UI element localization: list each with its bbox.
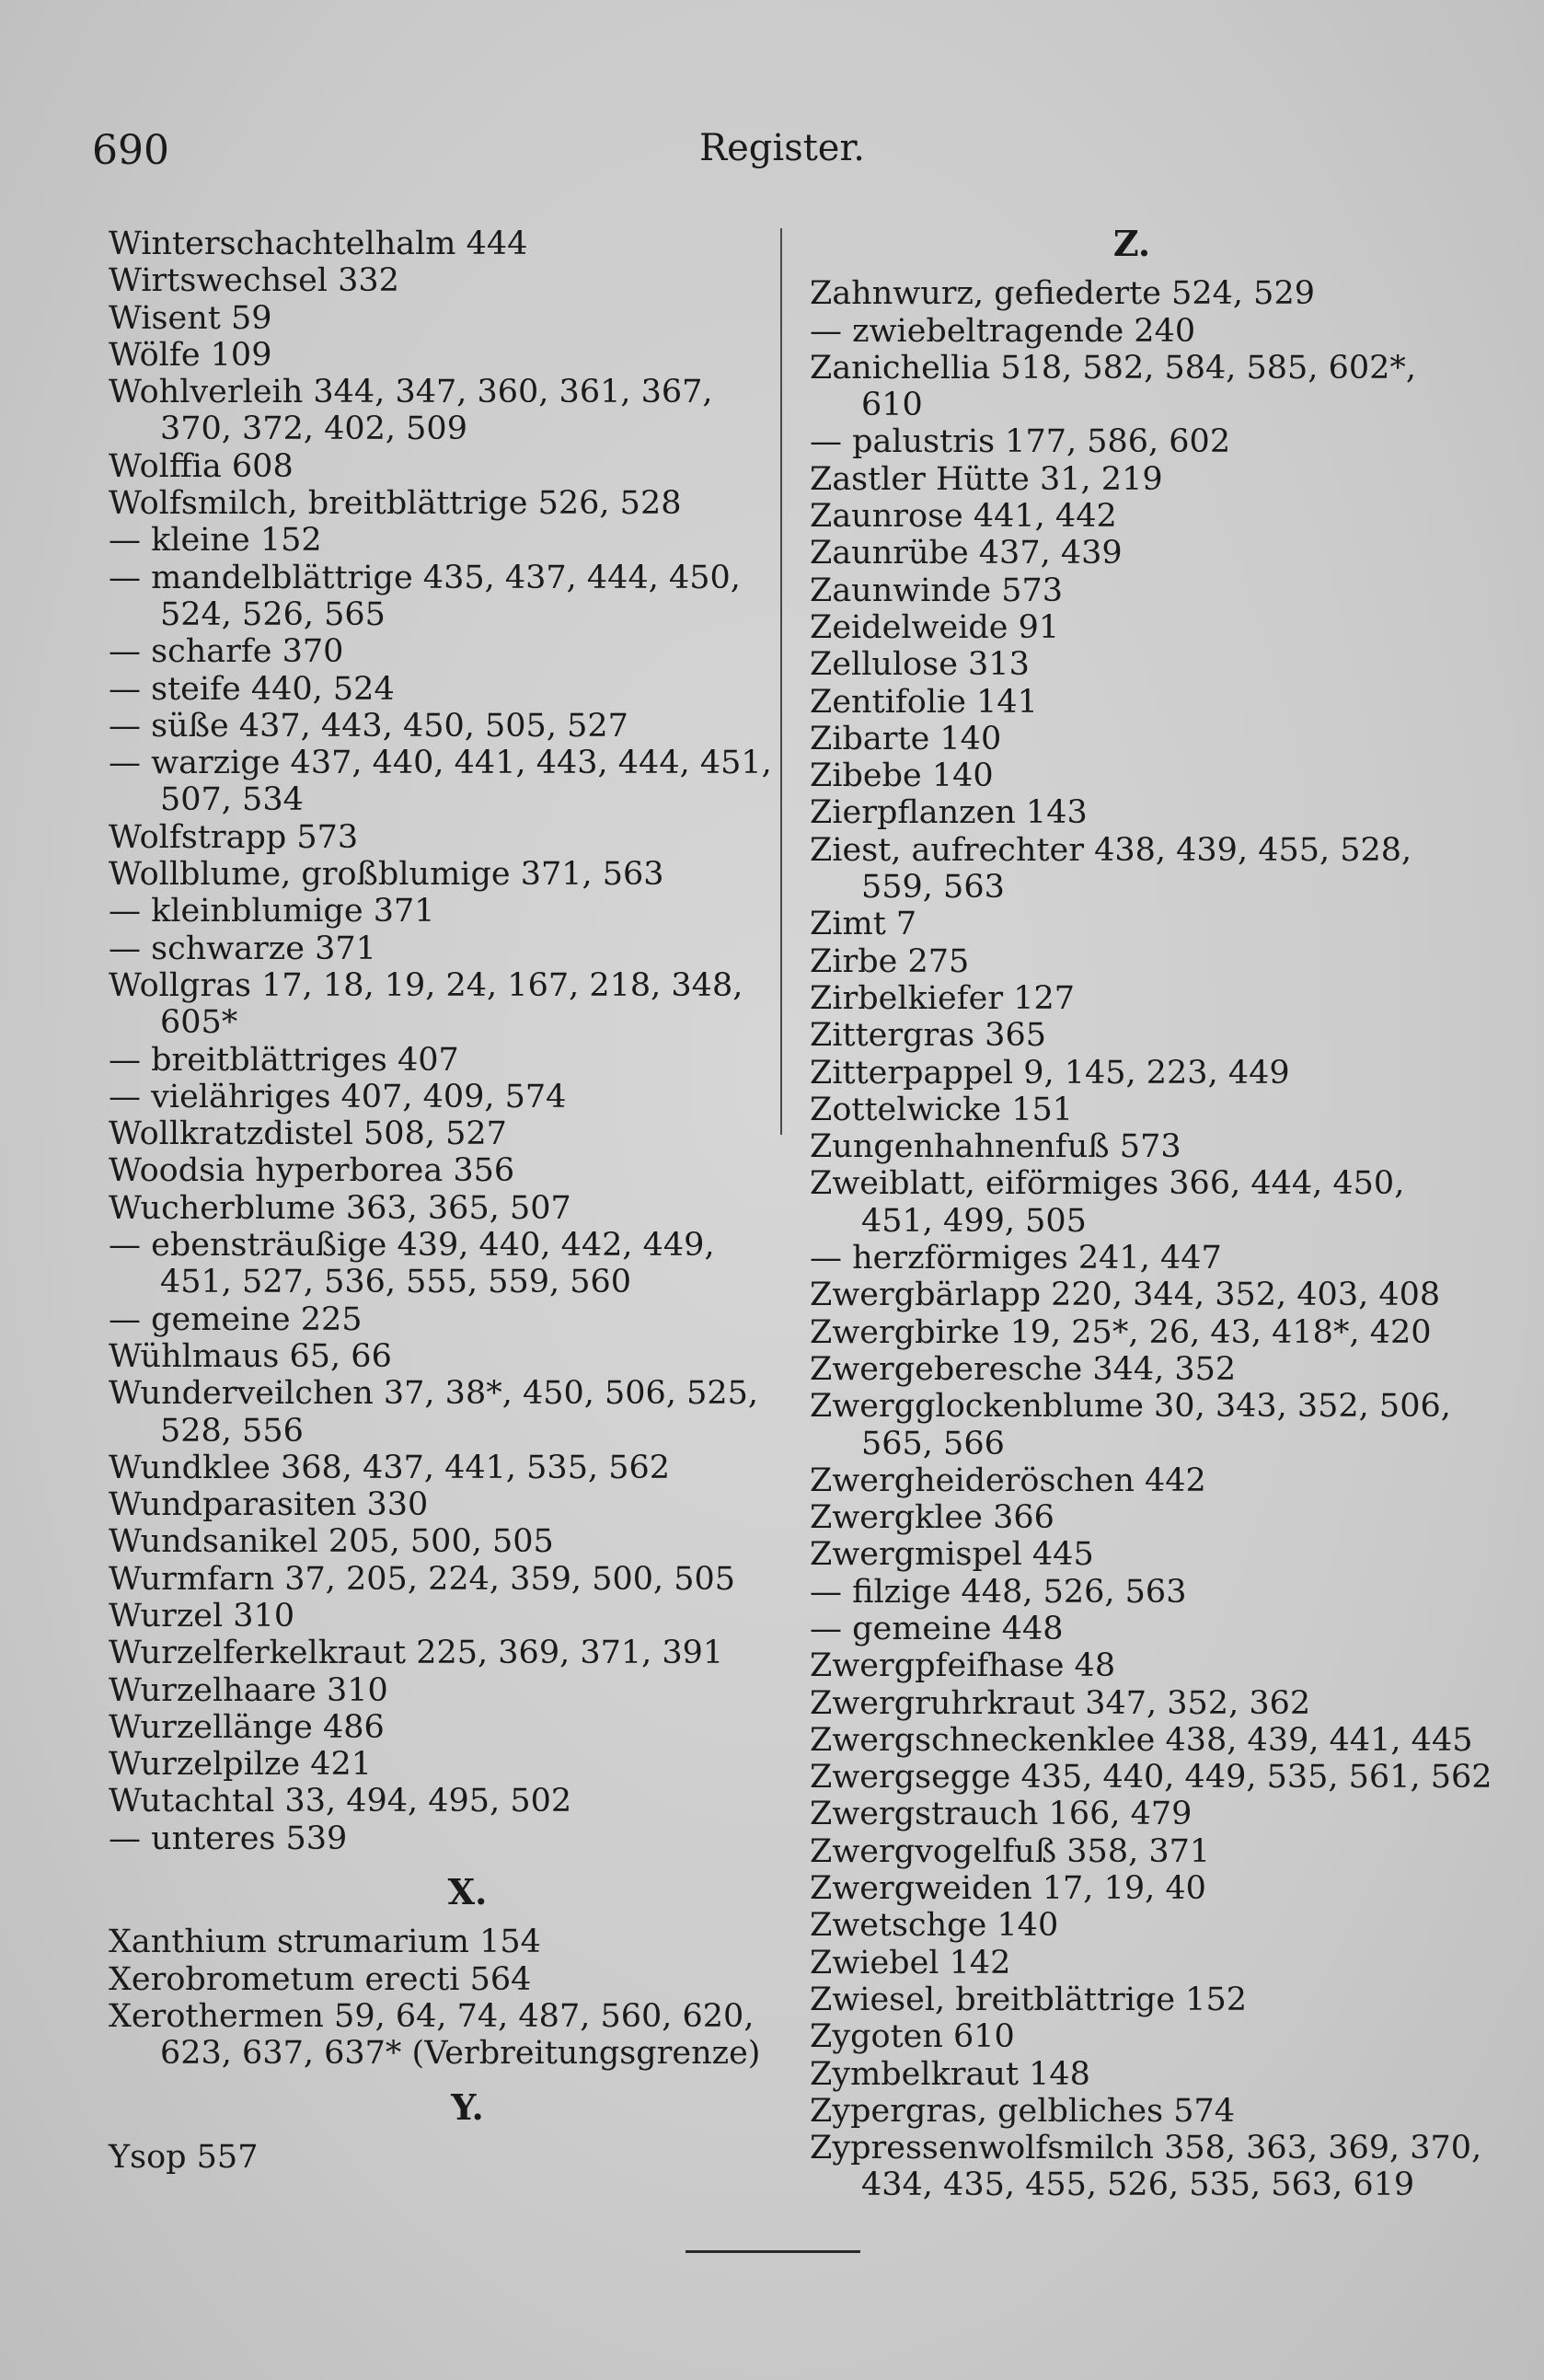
index-entry: Zungenhahnenfuß 573 xyxy=(810,1128,1181,1166)
index-entry: Wolfsmilch, breitblättrige 526, 528 xyxy=(109,485,682,523)
section-heading-x: X. xyxy=(447,1871,488,1913)
index-entry: Zastler Hütte 31, 219 xyxy=(810,460,1163,498)
index-entry: Zottelwicke 151 xyxy=(810,1091,1074,1128)
end-rule xyxy=(686,2250,860,2253)
index-entry: — zwiebeltragende 240 xyxy=(810,312,1196,350)
index-entry: Zwergsegge 435, 440, 449, 535, 561, 562 xyxy=(810,1759,1492,1797)
index-entry: Zanichellia 518, 582, 584, 585, 602*, xyxy=(810,349,1417,387)
index-entry-continuation: 605* xyxy=(160,1004,238,1042)
index-entry: Xerothermen 59, 64, 74, 487, 560, 620, xyxy=(109,1997,755,2035)
index-entry: Zwergpfeifhase 48 xyxy=(810,1647,1116,1685)
index-entry: Wurzelpilze 421 xyxy=(109,1746,373,1784)
index-entry: Zittergras 365 xyxy=(810,1017,1046,1055)
page-number: 690 xyxy=(92,127,169,174)
index-entry: — unteres 539 xyxy=(109,1820,348,1857)
index-entry: Zibebe 140 xyxy=(810,757,994,795)
index-entry: Zwiebel 142 xyxy=(810,1944,1011,1981)
index-entry: Zirbelkiefer 127 xyxy=(810,979,1075,1017)
index-entry: Zwergklee 366 xyxy=(810,1499,1054,1537)
index-entry: Zierpflanzen 143 xyxy=(810,794,1088,832)
index-entry: Zwergbärlapp 220, 344, 352, 403, 408 xyxy=(810,1277,1441,1314)
index-entry: — schwarze 371 xyxy=(109,930,376,967)
index-list-w xyxy=(109,225,789,1857)
index-entry-continuation: 370, 372, 402, 509 xyxy=(160,410,467,448)
index-entry: Wurzelhaare 310 xyxy=(109,1671,388,1709)
index-entry: Zwergbirke 19, 25*, 26, 43, 418*, 420 xyxy=(810,1313,1432,1351)
index-entry: Zellulose 313 xyxy=(810,646,1030,684)
index-entry: Winterschachtelhalm 444 xyxy=(109,225,528,262)
index-entry: Xerobrometum erecti 564 xyxy=(109,1960,532,1998)
index-entry: Wollkratzdistel 508, 527 xyxy=(109,1115,507,1153)
index-entry: Wollblume, großblumige 371, 563 xyxy=(109,856,664,894)
index-entry: Ysop 557 xyxy=(109,2138,259,2176)
index-entry: Xanthium strumarium 154 xyxy=(109,1924,541,1961)
index-entry: Zaunrose 441, 442 xyxy=(810,498,1117,536)
index-entry: Wisent 59 xyxy=(109,299,272,337)
index-entry-continuation: 623, 637, 637* (Verbreitungsgrenze) xyxy=(160,2035,761,2073)
index-entry: — herzförmiges 241, 447 xyxy=(810,1240,1222,1277)
index-entry: Wucherblume 363, 365, 507 xyxy=(109,1189,571,1227)
index-entry: Woodsia hyperborea 356 xyxy=(109,1152,515,1190)
index-entry-continuation: 559, 563 xyxy=(861,869,1005,907)
running-head: Register. xyxy=(699,127,865,169)
index-entry: — gemeine 225 xyxy=(109,1300,363,1338)
index-entry: Zwergweiden 17, 19, 40 xyxy=(810,1870,1206,1908)
index-entry: — scharfe 370 xyxy=(109,633,344,671)
index-entry-continuation: 528, 556 xyxy=(160,1412,304,1450)
index-entry: Wurzellänge 486 xyxy=(109,1708,385,1746)
index-entry: Zwergeberesche 344, 352 xyxy=(810,1350,1237,1388)
index-entry: Wurzel 310 xyxy=(109,1597,295,1635)
index-entry: Zitterpappel 9, 145, 223, 449 xyxy=(810,1054,1290,1092)
index-entry: Zwergheideröschen 442 xyxy=(810,1462,1206,1499)
index-entry-continuation: 524, 526, 565 xyxy=(160,595,386,633)
index-entry: Wölfe 109 xyxy=(109,336,272,374)
index-entry: Zaunwinde 573 xyxy=(810,572,1064,609)
index-entry: Wurmfarn 37, 205, 224, 359, 500, 505 xyxy=(109,1560,736,1598)
index-entry: Wolfstrapp 573 xyxy=(109,818,359,856)
index-entry: Zwergstrauch 166, 479 xyxy=(810,1796,1193,1833)
index-entry: Wunderveilchen 37, 38*, 450, 506, 525, xyxy=(109,1375,758,1413)
index-entry: Zirbe 275 xyxy=(810,942,970,980)
left-column xyxy=(109,225,789,2176)
index-entry: Zymbelkraut 148 xyxy=(810,2055,1090,2093)
index-entry: Zwergvogelfuß 358, 371 xyxy=(810,1832,1211,1870)
index-entry-continuation: 451, 499, 505 xyxy=(861,1202,1087,1240)
index-entry: Zwergmispel 445 xyxy=(810,1536,1094,1574)
index-entry: Zahnwurz, gefiederte 524, 529 xyxy=(810,275,1315,313)
index-entry: Zibarte 140 xyxy=(810,720,1002,757)
index-entry: Ziest, aufrechter 438, 439, 455, 528, xyxy=(810,831,1412,869)
index-entry: — warzige 437, 440, 441, 443, 444, 451, xyxy=(109,745,772,782)
index-list-x xyxy=(109,1924,789,2072)
index-entry: Zwergruhrkraut 347, 352, 362 xyxy=(810,1684,1311,1722)
index-entry: — vielähriges 407, 409, 574 xyxy=(109,1078,567,1115)
index-entry: Wirtswechsel 332 xyxy=(109,262,399,300)
index-entry: Zweiblatt, eiförmiges 366, 444, 450, xyxy=(810,1165,1405,1203)
index-entry: Wolffia 608 xyxy=(109,447,294,485)
section-heading-z: Z. xyxy=(1112,223,1151,264)
index-entry: — filzige 448, 526, 563 xyxy=(810,1573,1187,1611)
index-entry: — kleinblumige 371 xyxy=(109,893,435,930)
index-entry: Zimt 7 xyxy=(810,906,917,943)
index-entry: — breitblättriges 407 xyxy=(109,1041,459,1079)
index-entry-continuation: 610 xyxy=(861,387,923,424)
index-entry: — ebensträußige 439, 440, 442, 449, xyxy=(109,1227,715,1265)
index-entry: Zeidelweide 91 xyxy=(810,608,1060,646)
index-entry: Wurzelferkelkraut 225, 369, 371, 391 xyxy=(109,1635,724,1672)
index-entry-continuation: 434, 435, 455, 526, 535, 563, 619 xyxy=(861,2166,1415,2204)
section-heading-y: Y. xyxy=(451,2085,484,2128)
index-entry: — kleine 152 xyxy=(109,522,322,560)
index-entry: Zwergglockenblume 30, 343, 352, 506, xyxy=(810,1388,1451,1426)
index-entry: Zypressenwolfsmilch 358, 363, 369, 370, xyxy=(810,2130,1482,2167)
index-entry: Wohlverleih 344, 347, 360, 361, 367, xyxy=(109,374,713,411)
index-entry: Zwetschge 140 xyxy=(810,1907,1059,1945)
index-entry: Wollgras 17, 18, 19, 24, 167, 218, 348, xyxy=(109,966,743,1004)
index-entry: Wundklee 368, 437, 441, 535, 562 xyxy=(109,1449,671,1486)
index-entry: — mandelblättrige 435, 437, 444, 450, xyxy=(109,559,741,596)
index-entry: Zygoten 610 xyxy=(810,2018,1015,2056)
index-entry: — süße 437, 443, 450, 505, 527 xyxy=(109,707,628,745)
index-entry: Zwergschneckenklee 438, 439, 441, 445 xyxy=(810,1721,1473,1759)
index-entry: — gemeine 448 xyxy=(810,1610,1064,1647)
index-entry-continuation: 451, 527, 536, 555, 559, 560 xyxy=(160,1264,632,1301)
index-entry: Zaunrübe 437, 439 xyxy=(810,535,1123,572)
index-entry: Wühlmaus 65, 66 xyxy=(109,1337,392,1375)
index-list-y xyxy=(109,2139,789,2176)
index-list-z xyxy=(810,275,1492,2204)
index-entry: Zentifolie 141 xyxy=(810,683,1038,721)
index-entry: Wundparasiten 330 xyxy=(109,1486,429,1524)
index-entry: Zwiesel, breitblättrige 152 xyxy=(810,1981,1247,2018)
index-entry-continuation: 507, 534 xyxy=(160,781,304,819)
index-entry: Wundsanikel 205, 500, 505 xyxy=(109,1523,554,1561)
index-entry-continuation: 565, 566 xyxy=(861,1425,1005,1462)
index-entry: — steife 440, 524 xyxy=(109,670,395,708)
right-column xyxy=(810,223,1492,2204)
index-entry: Zypergras, gelbliches 574 xyxy=(810,2092,1236,2130)
index-entry: Wutachtal 33, 494, 495, 502 xyxy=(109,1783,572,1820)
index-entry: — palustris 177, 586, 602 xyxy=(810,423,1231,461)
